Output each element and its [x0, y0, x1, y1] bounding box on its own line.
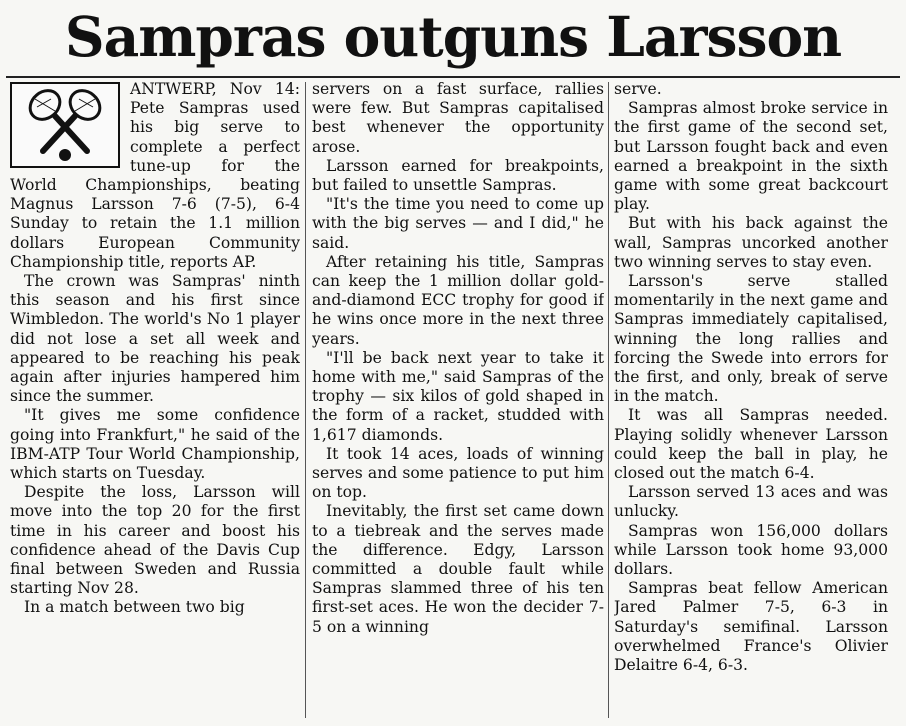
paragraph: Larsson served 13 aces and was unlucky.	[614, 483, 888, 521]
paragraph: "It's the time you need to come up with the big serves — and I did," he said.	[312, 195, 604, 252]
paragraph: ANTWERP, Nov 14: Pete Sampras used his big serve to complete a perfect tune-up for the World Championships, beating Magnus Larsson 7-6 (7-5), 6-4 Sunday to retain the 1.1 million dollars European Community Championship title, reports AP.	[10, 80, 300, 271]
paragraph: Larsson earned for breakpoints, but failed to unsettle Sampras.	[312, 156, 604, 195]
paragraph: Sampras almost broke service in the first game of the second set, but Larsson fought back and even earned a breakpoint in the sixth game with some great backcourt play.	[614, 99, 888, 214]
headline-rule	[6, 76, 900, 78]
headline: Sampras outguns Larsson	[64, 4, 842, 69]
paragraph: "It gives me some confidence going into Frankfurt," he said of the IBM-ATP Tour World Championship, which starts on Tuesday.	[10, 406, 300, 483]
paragraph: serve.	[614, 80, 662, 98]
paragraph: Despite the loss, Larsson will move into the top 20 for the first time in his career and boost his confidence ahead of the Davis Cup final between Sweden and Russia starting Nov 28.	[10, 483, 300, 598]
article-column-1	[10, 80, 300, 720]
paragraph: Sampras beat fellow American Jared Palmer 7-5, 6-3 in Saturday's semifinal. Larsson overwhelmed France's Olivier Delaitre 6-4, 6-3.	[614, 579, 888, 675]
paragraph: In a match between two big	[24, 598, 245, 617]
tennis-rackets-icon	[10, 82, 120, 168]
tennis-rackets-icon-graphic	[15, 85, 115, 165]
article-column-2	[312, 80, 604, 720]
column-divider	[608, 82, 609, 718]
column-divider	[305, 82, 306, 718]
article-column-3	[614, 80, 888, 720]
paragraph: Larsson's serve stalled momentarily in the next game and Sampras immediately capitalised, winning the long rallies and forcing the Swede into errors for the first, and only, break of serve in the match.	[614, 272, 888, 406]
paragraph: It took 14 aces, loads of winning serves and some patience to put him on top.	[312, 444, 604, 502]
paragraph: The crown was Sampras' ninth this season and his first since Wimbledon. The world's No 1 player did not lose a set all week and appeared to be reaching his peak again after injuries hampered him since the summer.	[10, 272, 300, 406]
paragraph: Inevitably, the first set came down to a tiebreak and the serves made the difference. Edgy, Larsson committed a double fault while Sampras slammed three of his ten first-set aces. He won the decider 7-5 on a winning	[312, 502, 604, 636]
paragraph: servers on a fast surface, rallies were few. But Sampras capitalised best whenever the opportunity arose.	[312, 80, 604, 156]
paragraph: After retaining his title, Sampras can keep the 1 million dollar gold-and-diamond ECC trophy for good if he wins once more in the next three years.	[312, 252, 604, 348]
paragraph: But with his back against the wall, Sampras uncorked another two winning serves to stay even.	[614, 214, 888, 271]
paragraph: Sampras won 156,000 dollars while Larsson took home 93,000 dollars.	[614, 521, 888, 579]
paragraph: It was all Sampras needed. Playing solidly whenever Larsson could keep the ball in play, he closed out the match 6-4.	[614, 406, 888, 483]
paragraph: "I'll be back next year to take it home with me," said Sampras of the trophy — six kilos of gold shaped in the form of a racket, studded with 1,617 diamonds.	[312, 348, 604, 444]
